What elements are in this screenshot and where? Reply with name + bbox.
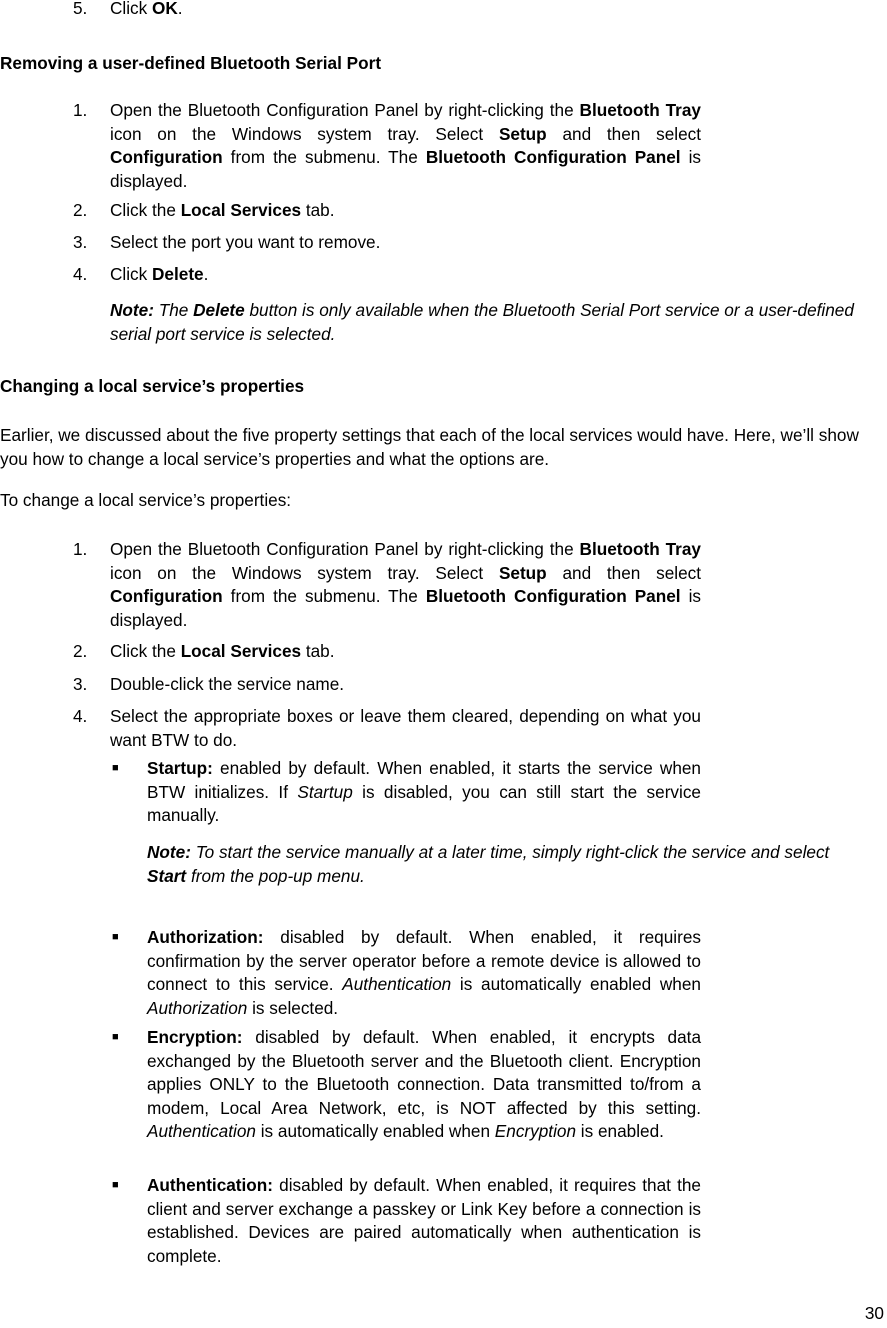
list-number: 3. <box>73 674 88 694</box>
list-item: Double-click the service name. <box>110 674 345 694</box>
bullet-item-encryption: Encryption: disabled by default. When enabled, it encrypts data exchanged by the Bluetooth server and the Bluetooth client. Encryption applies ONLY to the Bluetooth connection. Data transmitted to/from a modem, Local Area Network, etc, is NOT affected by this setting. Authentication is automatically enabled when Encryption is enabled. <box>147 1027 701 1142</box>
list-item: Open the Bluetooth Configuration Panel by right-clicking the Bluetooth Tray icon on the Windows system tray. Select Setup and then select Configuration from the submenu. The Bluetooth Configuration Panel is displayed. <box>110 100 702 191</box>
list-item: Select the appropriate boxes or leave them cleared, depending on what you want BTW to do. <box>110 706 701 750</box>
section-heading: Changing a local service’s properties <box>0 376 305 396</box>
bullet-icon: ■ <box>112 762 119 774</box>
page-number: 30 <box>864 1303 884 1323</box>
list-item: Click the Local Services tab. <box>110 641 335 661</box>
bullet-item-authentication: Authentication: disabled by default. When enabled, it requires that the client and server exchange a passkey or Link Key before a connection is established. Devices are paired automatically when authentication is complete. <box>147 1175 701 1266</box>
note: Note: To start the service manually at a later time, simply right-click the service and select Start from the pop-up menu. <box>147 842 830 886</box>
bullet-icon: ■ <box>112 931 119 943</box>
list-number: 5. <box>73 0 88 18</box>
section-heading: Removing a user-defined Bluetooth Serial Port <box>0 53 382 73</box>
bullet-item-startup: Startup: enabled by default. When enabled, it starts the service when BTW initializes. If Startup is disabled, you can still start the service manually. <box>147 758 701 826</box>
list-item: Open the Bluetooth Configuration Panel by right-clicking the Bluetooth Tray icon on the Windows system tray. Select Setup and then select Configuration from the submenu. The Bluetooth Configuration Panel is displayed. <box>110 539 702 630</box>
list-number: 4. <box>73 706 88 726</box>
bullet-item-authorization: Authorization: disabled by default. When enabled, it requires confirmation by the server operator before a remote device is allowed to connect to this service. Authentication is automatically enabled when Authorization is selected. <box>147 927 701 1018</box>
note: Note: The Delete button is only available when the Bluetooth Serial Port service or a user-defined serial port service is selected. <box>110 300 854 344</box>
bullet-icon: ■ <box>112 1031 119 1043</box>
list-item: Click OK. <box>110 0 183 18</box>
list-number: 1. <box>73 539 88 559</box>
list-item: Select the port you want to remove. <box>110 232 381 252</box>
list-number: 4. <box>73 264 88 284</box>
list-item: Click the Local Services tab. <box>110 200 335 220</box>
bullet-icon: ■ <box>112 1179 119 1191</box>
paragraph: Earlier, we discussed about the five property settings that each of the local services would have. Here, we’ll show you how to change a local service’s properties and what the options are. <box>0 425 859 469</box>
list-item: Click Delete. <box>110 264 209 284</box>
list-number: 2. <box>73 641 88 661</box>
list-number: 2. <box>73 200 88 220</box>
list-number: 1. <box>73 100 88 120</box>
paragraph: To change a local service’s properties: <box>0 490 292 510</box>
list-number: 3. <box>73 232 88 252</box>
